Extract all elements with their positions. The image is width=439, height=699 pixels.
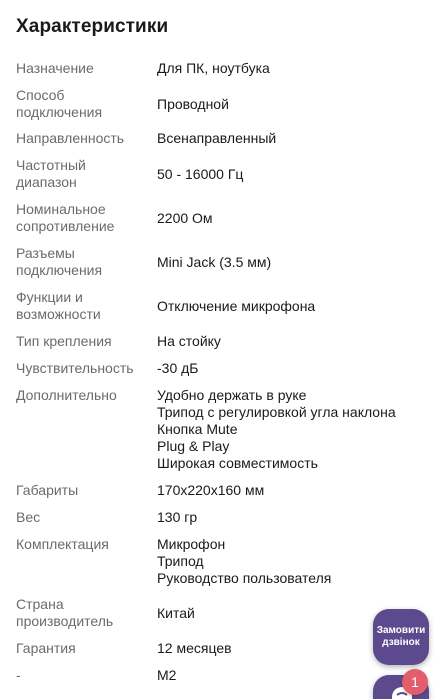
spec-value — [157, 482, 427, 499]
spec-label-line: Страна — [16, 596, 64, 612]
spec-label-line: Чувствительность — [16, 360, 134, 376]
spec-label-line: Вес — [16, 509, 41, 525]
spec-label-line: сопротивление — [16, 218, 115, 234]
spec-value — [157, 254, 427, 271]
spec-value-line: Удобно держать в руке — [157, 387, 307, 403]
spec-label-line: Комплектация — [16, 536, 109, 552]
spec-label — [16, 245, 151, 279]
spec-label-line: - — [16, 667, 21, 683]
spec-value-line: Китай — [157, 605, 195, 621]
spec-value — [157, 509, 427, 526]
spec-label — [16, 333, 151, 350]
spec-label-line: Разъемы — [16, 245, 75, 261]
spec-value — [157, 60, 427, 77]
spec-value-line: Трипод с регулировкой угла наклона — [157, 404, 396, 420]
spec-label — [16, 482, 151, 499]
spec-label-line: диапазон — [16, 174, 77, 190]
spec-value-line: 170x220x160 мм — [157, 482, 265, 498]
spec-label-line: возможности — [16, 306, 101, 322]
spec-value-line: Отключение микрофона — [157, 298, 316, 314]
spec-value — [157, 536, 427, 587]
spec-value-line: -30 дБ — [157, 360, 199, 376]
spec-label — [16, 130, 151, 147]
spec-label — [16, 387, 151, 404]
spec-label-line: производитель — [16, 613, 114, 629]
spec-value-line: Mini Jack (3.5 мм) — [157, 254, 272, 270]
spec-value-line: 50 - 16000 Гц — [157, 166, 244, 182]
spec-label-line: Частотный — [16, 157, 86, 173]
spec-value — [157, 96, 427, 113]
spec-value — [157, 360, 427, 377]
spec-value — [157, 298, 427, 315]
spec-value-line: Проводной — [157, 96, 229, 112]
spec-label — [16, 201, 151, 235]
notification-badge: 1 — [402, 669, 428, 695]
spec-value — [157, 210, 427, 227]
spec-value — [157, 166, 427, 183]
spec-value-line: 12 месяцев — [157, 640, 232, 656]
spec-value-line: Микрофон — [157, 536, 226, 552]
spec-label — [16, 667, 151, 684]
spec-label — [16, 157, 151, 191]
spec-label-line: Тип крепления — [16, 333, 112, 349]
spec-value-line: Руководство пользователя — [157, 570, 332, 586]
spec-label-line: Дополнительно — [16, 387, 117, 403]
spec-label-line: подключения — [16, 104, 103, 120]
spec-label-line: Направленность — [16, 130, 125, 146]
spec-label-line: Назначение — [16, 60, 94, 76]
spec-value-line: Всенаправленный — [157, 130, 277, 146]
spec-value — [157, 333, 427, 350]
spec-label-line: Способ — [16, 87, 65, 103]
spec-value-line: Plug & Play — [157, 438, 230, 454]
spec-label-line: Номинальное — [16, 201, 106, 217]
spec-value-line: На стойку — [157, 333, 221, 349]
spec-value-line: M2 — [157, 667, 177, 683]
spec-label — [16, 509, 151, 526]
spec-label — [16, 87, 151, 121]
spec-label — [16, 360, 151, 377]
section-title: Характеристики — [16, 16, 169, 37]
spec-value-line: 130 гр — [157, 509, 198, 525]
spec-value — [157, 387, 427, 472]
spec-label-line: Габариты — [16, 482, 79, 498]
spec-label-line: подключения — [16, 262, 103, 278]
spec-label — [16, 640, 151, 657]
callback-label-line2: дзвінок — [382, 637, 420, 648]
spec-value-line: Трипод — [157, 553, 204, 569]
spec-value-line: Для ПК, ноутбука — [157, 60, 270, 76]
spec-value-line: Широкая совместимость — [157, 455, 318, 471]
callback-label-line1: Замовити — [376, 625, 426, 636]
callback-button[interactable] — [373, 609, 429, 665]
spec-label — [16, 596, 151, 630]
spec-value — [157, 130, 427, 147]
spec-label — [16, 536, 151, 553]
spec-label-line: Функции и — [16, 289, 83, 305]
spec-value-line: Кнопка Mute — [157, 421, 238, 437]
spec-label — [16, 289, 151, 323]
spec-value-line: 2200 Ом — [157, 210, 213, 226]
spec-label — [16, 60, 151, 77]
spec-label-line: Гарантия — [16, 640, 76, 656]
